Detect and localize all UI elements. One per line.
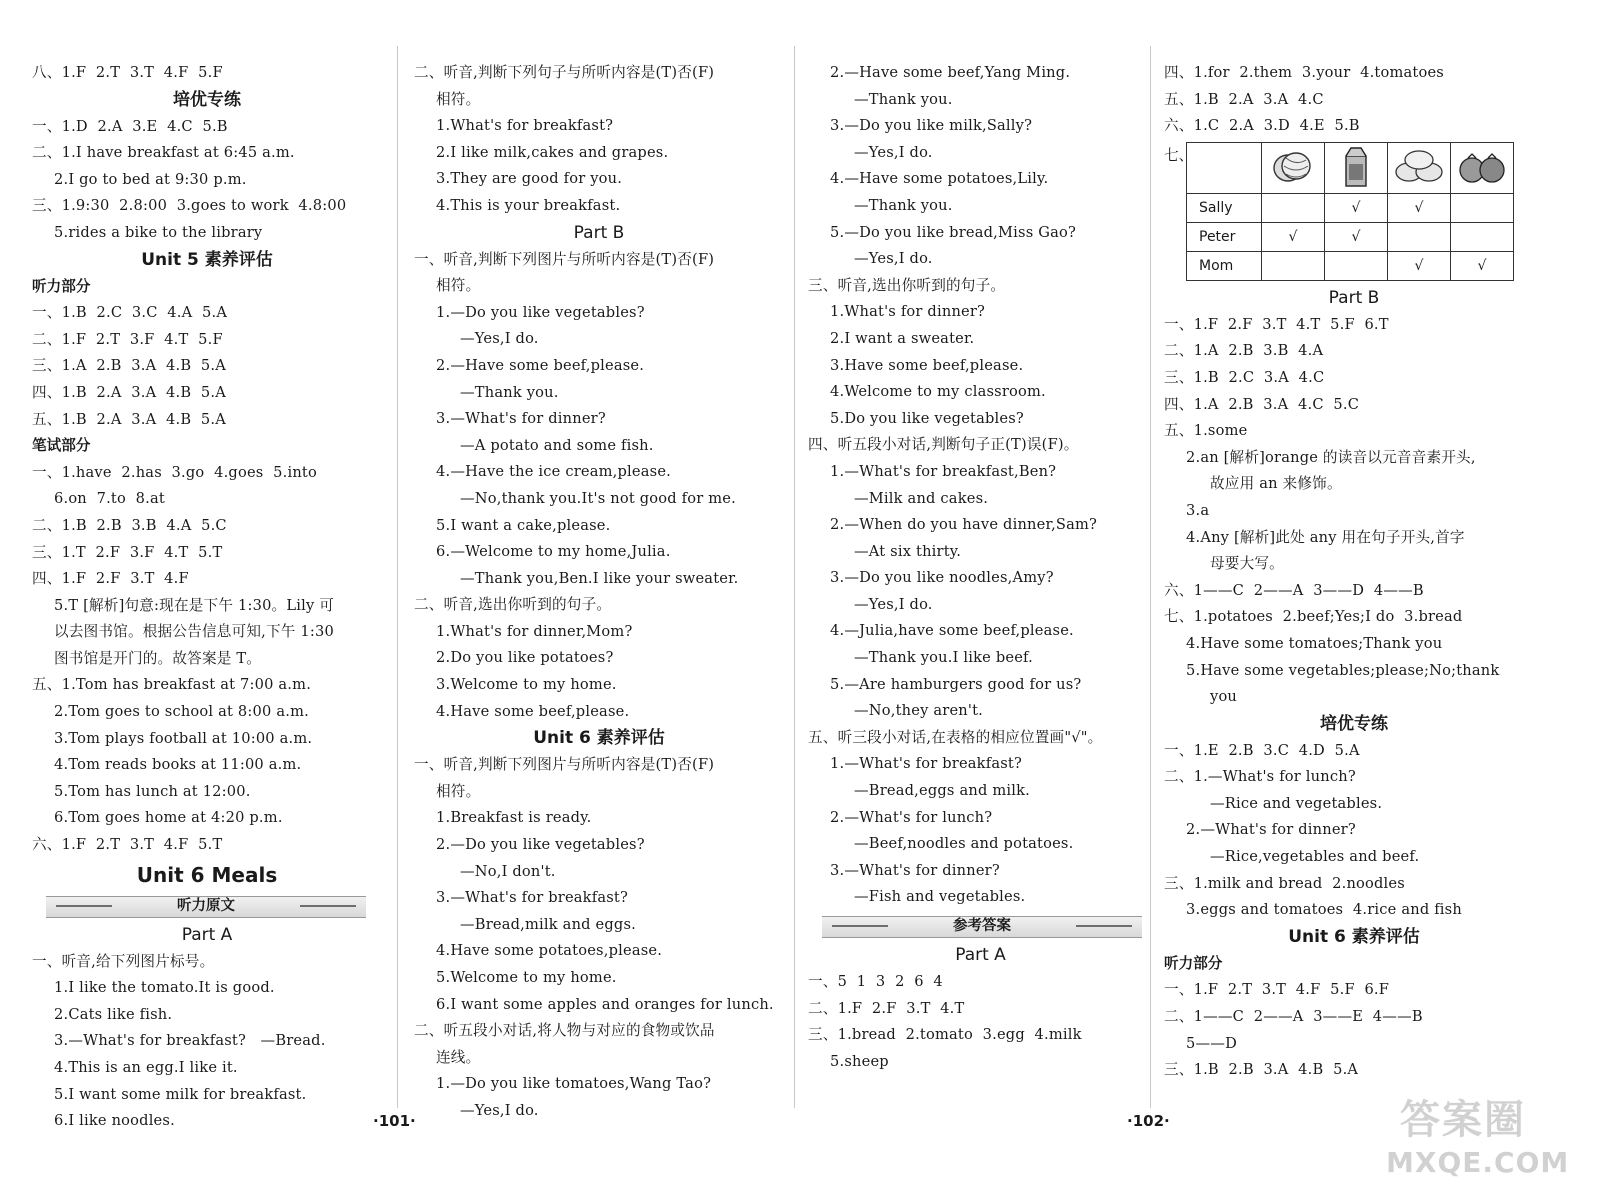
tomatoes-picture-icon	[1451, 142, 1514, 193]
text-line: 4.—Have some potatoes,Lily.	[830, 170, 1049, 188]
table-cell	[1262, 251, 1325, 280]
table-question-label: 七、	[1164, 146, 1194, 164]
text-line: —No,they aren't.	[854, 702, 983, 720]
text-line: 3.—Do you like milk,Sally?	[830, 117, 1033, 135]
table-row-name: Peter	[1187, 222, 1262, 251]
text-line: 二、1.B 2.B 3.B 4.A 5.C	[32, 516, 227, 534]
answer-table-block	[1164, 142, 1544, 281]
text-line: 5.—Do you like bread,Miss Gao?	[830, 223, 1076, 241]
text-line: 6.on 7.to 8.at	[54, 490, 165, 508]
text-line: 3.—What's for dinner?	[830, 861, 1000, 879]
table-cell: √	[1325, 222, 1388, 251]
text-line: 2.—What's for dinner?	[1186, 821, 1356, 839]
text-line: 五、1.B 2.A 3.A 4.B 5.A	[32, 410, 226, 428]
banner-label: 听力原文	[177, 897, 235, 914]
subsection-label: 听力部分	[32, 277, 91, 295]
text-line: 一、1.E 2.B 3.C 4.D 5.A	[1164, 741, 1360, 759]
text-line: 6.Tom goes home at 4:20 p.m.	[54, 809, 283, 827]
text-line: 1.Breakfast is ready.	[436, 809, 592, 827]
text-line: 3.Tom plays football at 10:00 a.m.	[54, 729, 313, 747]
section-heading: Unit 6 素养评估	[1288, 926, 1420, 947]
unit-title: Unit 6 Meals	[136, 862, 278, 887]
text-line: 一、5 1 3 2 6 4	[808, 973, 943, 990]
section-heading: Unit 6 素养评估	[533, 728, 665, 749]
section-banner	[46, 893, 366, 919]
table-row	[1187, 222, 1514, 251]
text-line: 4.Welcome to my classroom.	[830, 383, 1046, 401]
table-cell: √	[1388, 193, 1451, 222]
text-line: 2.—What's for lunch?	[830, 808, 993, 826]
text-line: 四、1.F 2.F 3.T 4.F	[32, 570, 189, 588]
text-line: 相符。	[436, 277, 481, 295]
text-line: 一、1.F 2.T 3.T 4.F 5.F 6.F	[1164, 981, 1390, 999]
text-line: 1.What's for dinner,Mom?	[436, 622, 633, 640]
subsection-label: 笔试部分	[32, 437, 91, 455]
text-line: 二、听音,判断下列句子与所听内容是(T)否(F)	[414, 64, 715, 81]
text-line: 五、1.Tom has breakfast at 7:00 a.m.	[32, 676, 312, 694]
column-1	[32, 60, 382, 1135]
text-line: 2.Cats like fish.	[54, 1005, 173, 1023]
text-line: —No,I don't.	[460, 862, 556, 880]
part-heading: Part B	[1328, 287, 1380, 308]
text-line: 一、1.D 2.A 3.E 4.C 5.B	[32, 117, 228, 135]
text-line: 2.I go to bed at 9:30 p.m.	[54, 170, 247, 188]
section-banner	[822, 913, 1142, 939]
table-row-name: Sally	[1187, 193, 1262, 222]
text-line: 5.Tom has lunch at 12:00.	[54, 782, 251, 800]
section-heading: 培优专练	[173, 89, 241, 110]
text-line: 三、1.milk and bread 2.noodles	[1164, 874, 1405, 892]
text-line: 2.—Do you like vegetables?	[436, 836, 645, 854]
part-heading: Part A	[955, 945, 1006, 965]
text-line: —No,thank you.It's not good for me.	[460, 489, 736, 507]
text-line: 以去图书馆。根据公告信息可知,下午 1:30	[54, 623, 334, 641]
text-line: 五、1.some	[1164, 422, 1248, 440]
watermark-line-2: MXQE.COM	[1386, 1146, 1570, 1179]
column-divider	[397, 46, 398, 1108]
text-line: 三、1.B 2.B 3.A 4.B 5.A	[1164, 1061, 1359, 1079]
text-line: 二、1.F 2.F 3.T 4.T	[808, 999, 965, 1017]
text-line: 5.I want a cake,please.	[436, 516, 611, 534]
table-cell	[1325, 251, 1388, 280]
text-line: 1.—What's for breakfast,Ben?	[830, 462, 1057, 480]
text-line: 2.an [解析]orange 的读音以元音音素开头,	[1186, 448, 1476, 466]
text-line: 3.—What's for dinner?	[436, 410, 606, 428]
text-line: 6.I want some apples and oranges for lunch.	[436, 995, 774, 1013]
page-number-right: ·102·	[1127, 1112, 1170, 1130]
text-line: 二、1.F 2.T 3.F 4.T 5.F	[32, 330, 223, 348]
table-row	[1187, 193, 1514, 222]
text-line: 4.Have some tomatoes;Thank you	[1186, 634, 1443, 652]
text-line: 5.rides a bike to the library	[54, 223, 263, 241]
table-corner-cell	[1187, 142, 1262, 193]
text-line: 七、1.potatoes 2.beef;Yes;I do 3.bread	[1164, 608, 1463, 626]
text-line: —Yes,I do.	[460, 1101, 539, 1119]
column-4-rest	[1164, 285, 1544, 1084]
table-row-name: Mom	[1187, 251, 1262, 280]
text-line: —Thank you.	[854, 90, 953, 108]
text-line: —Yes,I do.	[460, 330, 539, 348]
text-line: 母要大写。	[1210, 555, 1284, 573]
text-line: 故应用 an 来修饰。	[1210, 475, 1342, 493]
text-line: 1.What's for breakfast?	[436, 117, 614, 135]
text-line: 1.What's for dinner?	[830, 303, 986, 321]
table-cell: √	[1325, 193, 1388, 222]
text-line: 5.Do you like vegetables?	[830, 409, 1024, 427]
page-number-left: ·101·	[373, 1112, 416, 1130]
text-line: 4.Have some beef,please.	[436, 702, 630, 720]
text-line: 4.—Have the ice cream,please.	[436, 463, 671, 481]
text-line: 二、听五段小对话,将人物与对应的食物或饮品	[414, 1022, 715, 1040]
text-line: 3.eggs and tomatoes 4.rice and fish	[1186, 901, 1462, 919]
text-line: 2.I like milk,cakes and grapes.	[436, 143, 669, 161]
banner-label: 参考答案	[953, 918, 1011, 934]
text-line: —A potato and some fish.	[460, 436, 654, 454]
text-line: 3.Have some beef,please.	[830, 356, 1024, 374]
text-line: 八、1.F 2.T 3.T 4.F 5.F	[32, 64, 223, 81]
text-line: 3.—Do you like noodles,Amy?	[830, 569, 1054, 587]
text-line: 五、听三段小对话,在表格的相应位置画"√"。	[808, 728, 1103, 746]
text-line: 5.T [解析]句意:现在是下午 1:30。Lily 可	[54, 596, 335, 614]
text-line: 2.—When do you have dinner,Sam?	[830, 516, 1098, 534]
text-line: 六、1.F 2.T 3.T 4.F 5.T	[32, 836, 223, 854]
text-line: 5.—Are hamburgers good for us?	[830, 675, 1082, 693]
text-line: —Thank you.	[854, 196, 953, 214]
text-line: —Beef,noodles and potatoes.	[854, 835, 1074, 853]
subsection-label: 听力部分	[1164, 954, 1223, 972]
text-line: 5.I want some milk for breakfast.	[54, 1085, 307, 1103]
text-line: 5.sheep	[830, 1052, 889, 1070]
text-line: 五、1.B 2.A 3.A 4.C	[1164, 90, 1324, 108]
text-line: 四、1.for 2.them 3.your 4.tomatoes	[1164, 64, 1444, 81]
text-line: 连线。	[436, 1048, 481, 1066]
text-line: —Rice and vegetables.	[1210, 794, 1383, 812]
text-line: 四、1.A 2.B 3.A 4.C 5.C	[1164, 395, 1360, 413]
text-line: 一、听音,给下列图片标号。	[32, 952, 215, 970]
table-row	[1187, 251, 1514, 280]
text-line: 六、1.C 2.A 3.D 4.E 5.B	[1164, 117, 1360, 135]
text-line: 3.They are good for you.	[436, 170, 623, 188]
text-line: 三、1.9:30 2.8:00 3.goes to work 4.8:00	[32, 197, 347, 215]
text-line: 三、1.B 2.C 3.A 4.C	[1164, 368, 1325, 386]
part-heading: Part B	[573, 222, 625, 243]
text-line: 三、听音,选出你听到的句子。	[808, 276, 1006, 294]
potatoes-picture-icon	[1388, 142, 1451, 193]
column-3	[808, 60, 1153, 1075]
text-line: 1.—Do you like tomatoes,Wang Tao?	[436, 1075, 712, 1093]
text-line: 6.I like noodles.	[54, 1112, 175, 1130]
text-line: 二、1.A 2.B 3.B 4.A	[1164, 342, 1324, 360]
text-line: 三、1.bread 2.tomato 3.egg 4.milk	[808, 1026, 1082, 1044]
text-line: —Milk and cakes.	[854, 489, 989, 507]
table-cell: √	[1388, 251, 1451, 280]
text-line: 4.This is your breakfast.	[436, 196, 621, 214]
text-line: 2.—Have some beef,please.	[436, 356, 645, 374]
text-line: 4.—Julia,have some beef,please.	[830, 622, 1074, 640]
column-4	[1164, 60, 1544, 1084]
section-heading: 培优专练	[1320, 713, 1388, 734]
text-line: 二、听音,选出你听到的句子。	[414, 596, 612, 614]
text-line: 4.Any [解析]此处 any 用在句子开头,首字	[1186, 528, 1465, 546]
text-line: 二、1——C 2——A 3——E 4——B	[1164, 1008, 1423, 1026]
text-line: 相符。	[436, 90, 481, 108]
text-line: 2.I want a sweater.	[830, 329, 975, 347]
watermark-logo	[1372, 1088, 1572, 1184]
milk-carton-icon	[1325, 142, 1388, 193]
text-line: 1.—What's for breakfast?	[830, 755, 1023, 773]
text-line: 3.a	[1186, 501, 1210, 519]
table-header-row	[1187, 142, 1514, 193]
text-line: 一、1.F 2.F 3.T 4.T 5.F 6.T	[1164, 315, 1389, 333]
text-line: 一、1.have 2.has 3.go 4.goes 5.into	[32, 463, 317, 481]
text-line: 二、1.—What's for lunch?	[1164, 768, 1356, 786]
text-line: 四、听五段小对话,判断句子正(T)误(F)。	[808, 436, 1079, 454]
bread-picture-icon	[1262, 142, 1325, 193]
text-line: —Thank you.I like beef.	[854, 649, 1033, 667]
text-line: —Fish and vegetables.	[854, 888, 1026, 906]
text-line: 4.This is an egg.I like it.	[54, 1059, 238, 1076]
text-line: 5.Welcome to my home.	[436, 969, 617, 986]
text-line: —At six thirty.	[854, 542, 962, 560]
text-line: —Yes,I do.	[854, 250, 933, 268]
text-line: 三、1.A 2.B 3.A 4.B 5.A	[32, 357, 226, 375]
text-line: 6.—Welcome to my home,Julia.	[436, 543, 671, 561]
section-heading: Unit 5 素养评估	[141, 249, 273, 270]
text-line: 一、听音,判断下列图片与所听内容是(T)否(F)	[414, 756, 715, 774]
part-heading: Part A	[181, 924, 233, 945]
text-line: 3.Welcome to my home.	[436, 676, 617, 694]
table-cell: √	[1262, 222, 1325, 251]
text-line: —Rice,vegetables and beef.	[1210, 848, 1420, 866]
answer-table	[1186, 142, 1514, 281]
text-line: 一、听音,判断下列图片与所听内容是(T)否(F)	[414, 250, 715, 268]
table-cell	[1388, 222, 1451, 251]
text-line: 六、1——C 2——A 3——D 4——B	[1164, 581, 1424, 599]
text-line: 5.Have some vegetables;please;No;thank	[1186, 661, 1500, 679]
watermark-line-1: 答案圈	[1400, 1097, 1526, 1143]
text-line: —Bread,milk and eggs.	[460, 915, 636, 933]
table-cell	[1451, 222, 1514, 251]
text-line: 二、1.I have breakfast at 6:45 a.m.	[32, 144, 295, 162]
text-line: 2.—Have some beef,Yang Ming.	[830, 64, 1071, 81]
text-line: —Yes,I do.	[854, 595, 933, 613]
text-line: 一、1.B 2.C 3.C 4.A 5.A	[32, 304, 228, 322]
text-line: 2.Tom goes to school at 8:00 a.m.	[54, 703, 309, 721]
column-2	[414, 60, 784, 1125]
text-line: 1.I like the tomato.It is good.	[54, 979, 275, 997]
column-4-top	[1164, 60, 1544, 140]
text-line: 4.Have some potatoes,please.	[436, 942, 663, 960]
text-line: 3.—What's for breakfast?	[436, 889, 629, 907]
text-line: 5——D	[1186, 1034, 1237, 1052]
table-cell	[1262, 193, 1325, 222]
text-line: —Bread,eggs and milk.	[854, 782, 1030, 800]
text-line: —Thank you.	[460, 383, 559, 401]
table-cell: √	[1451, 251, 1514, 280]
text-line: 三、1.T 2.F 3.F 4.T 5.T	[32, 543, 223, 561]
table-cell	[1451, 193, 1514, 222]
text-line: 1.—Do you like vegetables?	[436, 303, 645, 321]
text-line: 2.Do you like potatoes?	[436, 649, 614, 667]
column-divider	[794, 46, 795, 1108]
text-line: 四、1.B 2.A 3.A 4.B 5.A	[32, 383, 226, 401]
text-line: 4.Tom reads books at 11:00 a.m.	[54, 756, 302, 774]
text-line: 相符。	[436, 782, 481, 800]
text-line: —Yes,I do.	[854, 143, 933, 161]
text-line: you	[1210, 688, 1238, 706]
text-line: 图书馆是开门的。故答案是 T。	[54, 649, 262, 667]
text-line: —Thank you,Ben.I like your sweater.	[460, 569, 739, 587]
text-line: 3.—What's for breakfast? —Bread.	[54, 1032, 326, 1050]
